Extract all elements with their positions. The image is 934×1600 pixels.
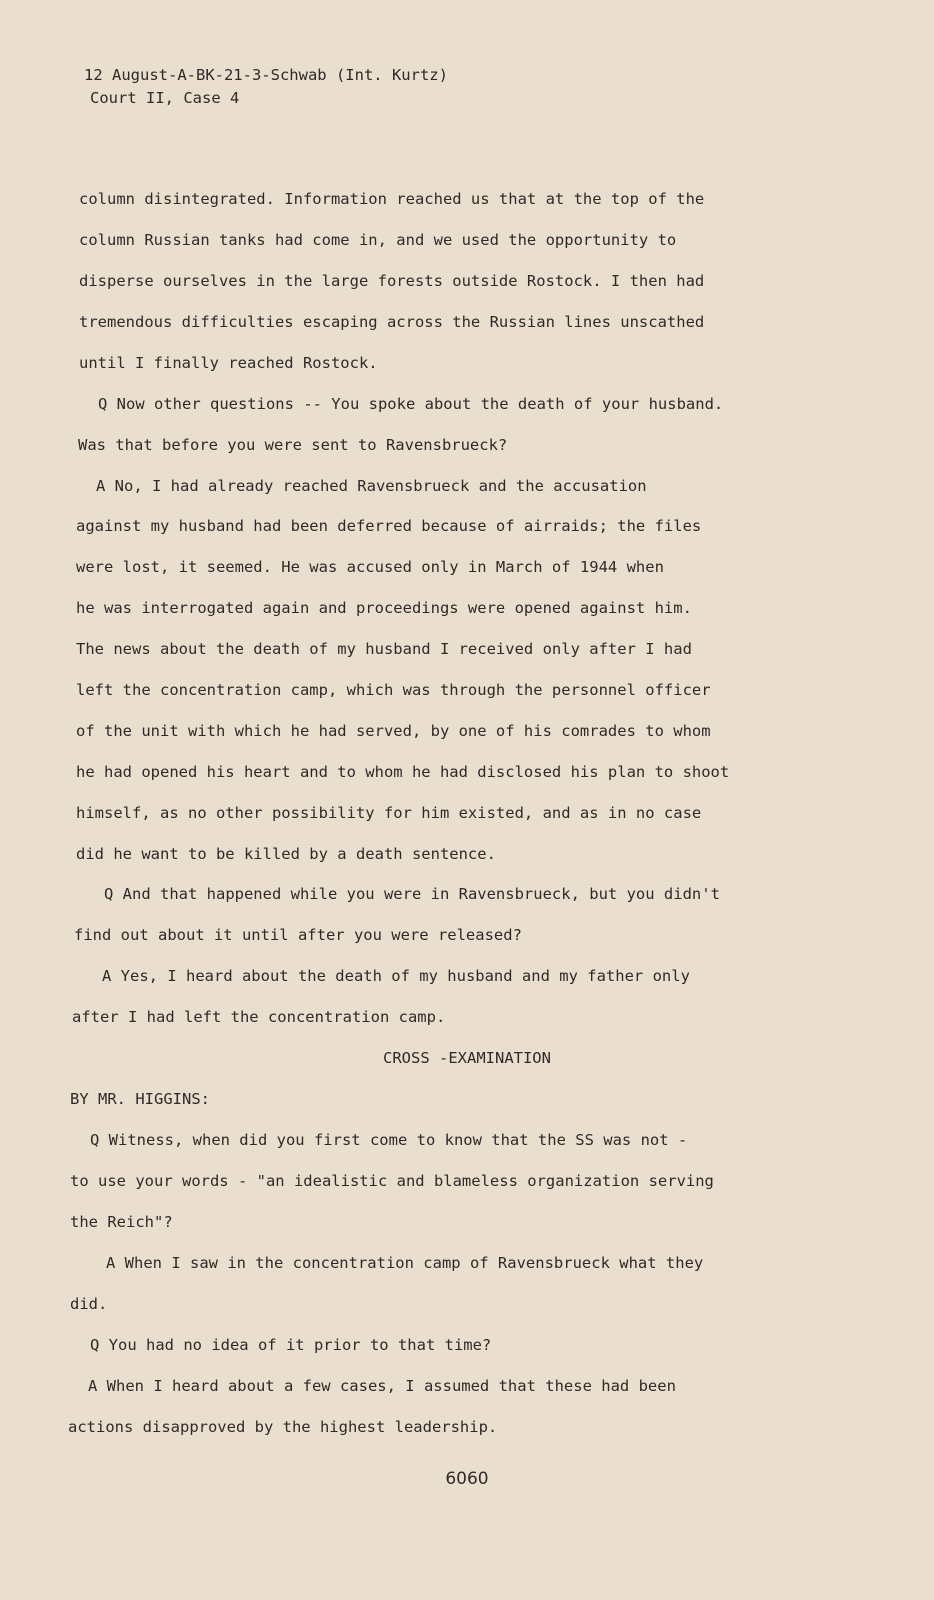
text-line: did.	[70, 1295, 108, 1313]
page-number: 6060	[445, 1469, 489, 1489]
text-line: he had opened his heart and to whom he had disclosed his plan to shoot	[76, 763, 730, 781]
text-line: Q And that happened while you were in Ravensbrueck, but you didn't	[104, 885, 720, 903]
header-court-case: Court II, Case 4	[90, 89, 240, 107]
text-line: actions disapproved by the highest leadership.	[68, 1418, 498, 1436]
examiner-line: BY MR. HIGGINS:	[70, 1090, 210, 1108]
text-line: himself, as no other possibility for him existed, and as in no case	[76, 804, 702, 822]
text-line: were lost, it seemed. He was accused only in March of 1944 when	[76, 558, 664, 576]
text-line: A When I heard about a few cases, I assumed that these had been	[88, 1377, 676, 1395]
text-line: Q Witness, when did you first come to know that the SS was not -	[90, 1131, 688, 1149]
text-line: he was interrogated again and proceedings were opened against him.	[76, 599, 692, 617]
text-line: until I finally reached Rostock.	[79, 354, 378, 372]
text-line: of the unit with which he had served, by one of his comrades to whom	[76, 722, 711, 740]
header-reference: 12 August-A-BK-21-3-Schwab (Int. Kurtz)	[84, 66, 448, 84]
text-line: column Russian tanks had come in, and we used the opportunity to	[79, 231, 677, 249]
text-line: after I had left the concentration camp.	[72, 1008, 446, 1026]
text-line: to use your words - "an idealistic and blameless organization serving	[70, 1172, 714, 1190]
text-line: Q Now other questions -- You spoke about the death of your husband.	[98, 395, 724, 413]
text-line: tremendous difficulties escaping across the Russian lines unscathed	[79, 313, 705, 331]
text-line: against my husband had been deferred because of airraids; the files	[76, 517, 702, 535]
text-line: Was that before you were sent to Ravensbrueck?	[78, 436, 508, 454]
document-header	[84, 64, 448, 110]
text-line: A When I saw in the concentration camp of Ravensbrueck what they	[106, 1254, 704, 1272]
text-line: the Reich"?	[70, 1213, 173, 1231]
text-line: column disintegrated. Information reached us that at the top of the	[79, 190, 705, 208]
text-line: left the concentration camp, which was through the personnel officer	[76, 681, 711, 699]
text-line: did he want to be killed by a death sentence.	[76, 845, 496, 863]
text-line: disperse ourselves in the large forests outside Rostock. I then had	[79, 272, 705, 290]
section-heading: CROSS -EXAMINATION	[383, 1049, 551, 1067]
text-line: A Yes, I heard about the death of my husband and my father only	[102, 967, 690, 985]
text-line: Q You had no idea of it prior to that time?	[90, 1336, 492, 1354]
text-line: The news about the death of my husband I received only after I had	[76, 640, 692, 658]
text-line: find out about it until after you were released?	[74, 926, 522, 944]
text-line: A No, I had already reached Ravensbrueck and the accusation	[96, 477, 647, 495]
